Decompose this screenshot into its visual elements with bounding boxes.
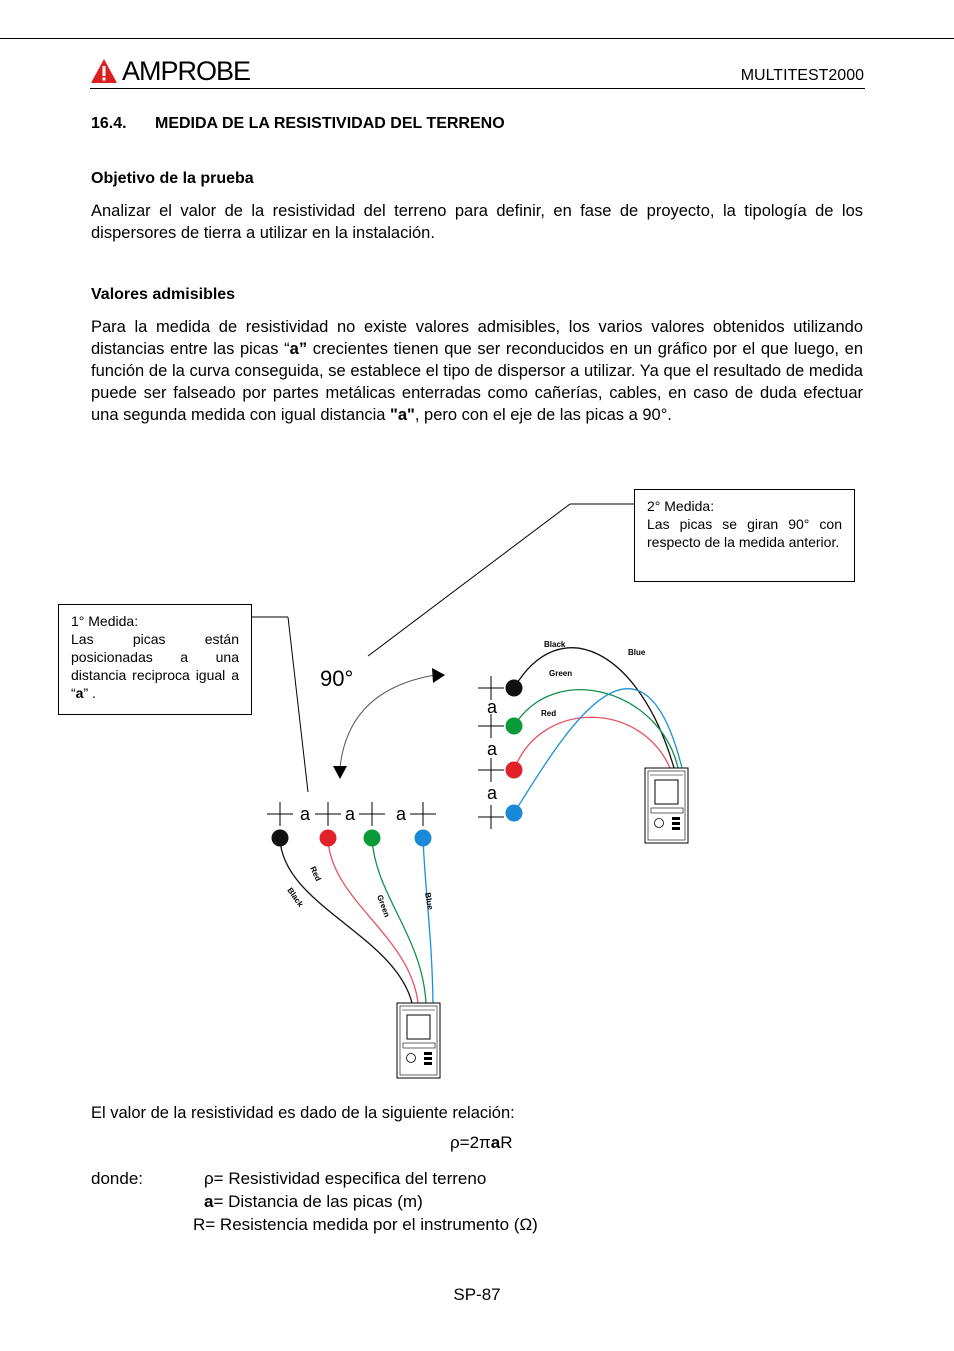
section-title-text: MEDIDA DE LA RESISTIVIDAD DEL TERRENO (155, 115, 505, 132)
formula-part: ρ=2π (450, 1133, 491, 1152)
wire-label-green: Green (549, 669, 573, 678)
objective-text: Analizar el valor de la resistividad del terreno para definir, en fase de proyecto, la tipología de los dispersores de tierra a utilizar en la instalación. (91, 202, 863, 242)
admissible-text-part: Para la medida de resistividad no existe valores admisibles, los varios valores obtenidos utilizando distancias entre las picas “ (91, 318, 863, 358)
formula-bold-a: a (490, 1133, 501, 1152)
black-wire (514, 648, 674, 768)
definition-bold-a: a (204, 1192, 214, 1211)
green-stake (364, 830, 381, 847)
admissible-bold-a-quoted: "a" (390, 406, 415, 424)
blue-stake (415, 830, 432, 847)
admissible-heading: Valores admisibles (91, 286, 236, 303)
callout-title: 2° Medida: (647, 498, 715, 514)
first-measure-callout (58, 604, 252, 715)
red-stake (320, 830, 337, 847)
relation-intro: El valor de la resistividad es dado de la siguiente relación: (91, 1104, 515, 1122)
callout-text (71, 630, 239, 702)
instrument-1 (397, 1003, 440, 1078)
brand-name: AMPROBE (122, 55, 251, 86)
green-stake (506, 718, 523, 735)
model-name: MULTITEST2000 (740, 67, 864, 84)
spacing-label-a: a (345, 804, 356, 824)
spacing-label-a: a (487, 739, 498, 759)
red-stake (506, 762, 523, 779)
definition-a (204, 1190, 423, 1213)
section-number: 16.4. (91, 115, 127, 132)
callout-text: Las picas se giran 90° con respecto de la medida anterior. (647, 516, 842, 550)
spacing-label-a: a (396, 804, 407, 824)
second-measure-callout (634, 489, 855, 582)
black-stake (506, 680, 523, 697)
formula-part: R (500, 1133, 513, 1152)
warning-triangle-icon (90, 58, 118, 84)
wire-label-black: Black (544, 640, 566, 649)
green-wire (372, 838, 426, 1003)
callout-bold-a: a (75, 685, 84, 701)
arc-arrowhead (432, 668, 445, 683)
resistivity-formula (450, 1133, 513, 1153)
brand-logo (90, 55, 250, 87)
angle-label: 90° (320, 666, 354, 691)
spacing-label-a: a (487, 697, 498, 717)
definition-r: R= Resistencia medida por el instrumento (Ω) (193, 1215, 538, 1234)
red-wire (514, 717, 670, 770)
wire-label-red: Red (541, 709, 557, 718)
page-number: SP-87 (453, 1285, 501, 1304)
wire-label-green: Green (375, 893, 392, 919)
callout-text-part: ” . (83, 685, 96, 701)
blue-wire (423, 838, 433, 1003)
callout-text-part: Las picas están posicionadas a una distancia reciproca igual a “ (71, 631, 239, 701)
wire-label-red: Red (308, 865, 323, 883)
black-stake (272, 830, 289, 847)
top-rule (0, 38, 954, 39)
callout-title: 1° Medida: (71, 613, 139, 629)
wire-label-black: Black (285, 885, 305, 909)
admissible-text-part: , pero con el eje de las picas a 90°. (414, 406, 672, 424)
wire-label-blue: Blue (423, 891, 435, 911)
spacing-label-a: a (300, 804, 311, 824)
header-rule (90, 88, 865, 89)
admissible-bold-a: a” (289, 340, 308, 358)
instrument-2 (645, 768, 688, 843)
blue-stake (506, 805, 523, 822)
definition-rho: ρ= Resistividad especifica del terreno (204, 1169, 487, 1188)
arc-arrowhead (333, 766, 347, 779)
box2-leader (368, 504, 570, 656)
spacing-label-a: a (487, 783, 498, 803)
box1-leader (288, 617, 308, 792)
objective-heading: Objetivo de la prueba (91, 170, 254, 187)
definition-text: = Distancia de las picas (m) (213, 1192, 423, 1211)
black-wire (280, 838, 412, 1003)
wire-label-blue: Blue (628, 648, 646, 657)
section-title (91, 115, 505, 133)
rotation-arc (340, 675, 435, 768)
where-label: donde: (91, 1169, 143, 1188)
admissible-text-part: crecientes tienen que ser reconducidos en un gráfico por el que luego, en función de la curva conseguida, se establece el tipo de dispersor a utilizar. Ya que el resultado de medida puede ser falseado por partes metálicas enterradas como cañerías, cables, en caso de duda efectuar una segunda medida con igual distancia (91, 340, 863, 424)
admissible-text (91, 316, 863, 426)
